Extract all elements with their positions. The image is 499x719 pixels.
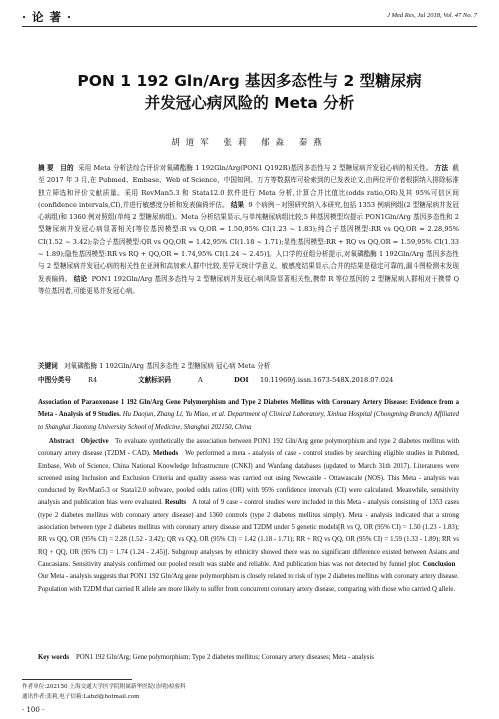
methods-en-text: We performed a meta - analysis of case - control studies by searching eligible studies in Pubmed, Embase, Web of Science, China National Knowledge Infrastructure (CNKI) and Wanfang databases (updated to March 31th 2017). Literatures were screened using Inclusion and Exclusion Criteria and quality assess was carried out using Newcastle - Ottawascale (NOS). This Meta - analysis was conducted by RevMan5.3 or Stata12.0 software, pooled odds ratios (OR) with 95% confidence intervals (CI) were calculated. Meanwhile, sensitivity analysis and publication bias were evaluated. <box>38 450 460 507</box>
column-tag: · 论 著 · <box>22 10 73 24</box>
keywords-zh-text: 对氧磷酯酶 1 192Gln/Arg 基因多态性 2 型糖尿病 冠心病 Meta 分析 <box>64 362 271 370</box>
chinese-abstract <box>38 162 459 297</box>
abstract-en-label: Abstract <box>48 438 75 445</box>
page-header <box>22 9 477 25</box>
header-rule <box>22 26 477 27</box>
journal-info: J Med Res, Jul 2018, Vol. 47 No. 7 <box>387 12 477 19</box>
keywords-en-text: PON1 192 Gln/Arg; Gene polymorphism; Type 2 diabetes mellitus; Coronary artery diseases; Meta - analysis <box>75 654 374 661</box>
clc-label: 中图分类号 <box>38 376 71 384</box>
objective-text: 采用 Meta 分析法综合评价对氧磷酯酶 1 192Gln/Arg(PON1 Q192R)基因多态性与 2 型糖尿病并发冠心病的相关性。 <box>78 164 433 172</box>
doi-value: 10.11969/j.issn.1673-548X.2018.07.024 <box>260 376 394 384</box>
objective-label: 目的 <box>60 164 74 172</box>
footnote-author-unit: 作者单位:202150 上海交通大学医学院附属新华医院(崇明)检验科 <box>22 684 186 690</box>
paper-title-line-2: 并发冠心病风险的 Meta 分析 <box>144 94 355 112</box>
doc-id-value: A <box>198 376 203 384</box>
results-en-label: Results <box>164 499 187 507</box>
conclusion-en-text: Our Meta - analysis suggests that PON1 192 Gln/Arg gene polymorphism is closely related to risk of type 2 diabetes mellitus with coronary artery disease. Population with T2DM that carried R allele are more likely to suffer from concurrent coronary artery disease, comparing with those who carried Q allele. <box>38 573 460 593</box>
conclusion-text: PON1 192Gln/Arg 基因多态性与 2 型糖尿病并发冠心病风险显著相关性,携带 R 等位基因的 2 型糖尿病人群相对于携带 Q 等位基因者,可能更易并发冠心病。 <box>38 274 460 295</box>
page-number: · 100 · <box>22 706 45 714</box>
footnote-rule <box>22 679 132 680</box>
methods-text: 截至 2017 年 3 月,在 Pubmed、Embase、Web of Science、中国知网、万方等数据库可检索到的已发表论文,由两位评价者根据纳入排除标准独立筛选和评价文献质量。采用 RevMan5.3 和 Stata12.0 软件进行 Meta 分析,计算合并比值比(odds ratio,OR)及其 95%可信区间(confidence intervals,CI),并进行敏感度分析和发表偏倚评估。 <box>38 164 459 209</box>
english-title: Association of Paraoxonase 1 192 Gln/Arg Gene Polymorphism and Type 2 Diabetes Mellitus with Coronary Artery Disease: Evidence from a Meta - Analysis of 9 Studies. <box>38 399 459 419</box>
doi-label: DOI <box>234 376 249 384</box>
abstract-label: 摘 要 <box>38 164 54 172</box>
objective-en-text: To evaluate synthetically the association between PON1 192 Gln/Arg gene polymorphism and type 2 diabetes mellitus with coronary artery disease (T2DM - CAD). <box>38 438 459 458</box>
paper-title-line-1: PON 1 192 Gln/Arg 基因多态性与 2 型糖尿病 <box>77 72 422 90</box>
results-label: 结果 <box>230 200 245 209</box>
conclusion-en-label: Conclusion <box>422 560 456 568</box>
english-authors-affiliation: Hu Daojun, Zhang Li, Yu Miao, et al. Department of Clinical Laboratory, Xinhua Hospital (Chongming Branch) Affiliated to Shanghai Jiaotong University School of Medicine, Shanghai 202150, China <box>38 411 459 431</box>
keywords-zh-label: 关键词 <box>38 362 58 370</box>
results-en-text: A total of 9 case - control studies were included in this Meta - analysis consisting of 1353 cases (type 2 diabetes mellitus with coronary artery disease) and 1360 controls (type 2 diabetes mellitus simply). Meta - analysis indicated that a strong association between type 2 diabetes mellitus with coronary artery disease and T2DM under 5 genetic models[R vs Q, OR (95% CI) = 1.50 (1.23 - 1.83); RR vs QQ, OR (95% CI) = 2.28 (1.52 - 3.42); QR vs QQ, OR (95% CI) = 1.42 (1.18 - 1.71); RR + RQ vs QQ, OR (95% CI) = 1.59 (1.33 - 1.89); RR vs RQ + QQ, OR (95% CI) = 1.74 (1.24 - 2.45)]. Subgroup analyses by ethnicity showed there was no significant difference existed between Asians and Caucasians. Sensitivity analysis confirmed our pooled result was stable and reliable. And publication bias was not detected by funnel plot. <box>38 499 460 568</box>
keywords-zh <box>38 360 270 372</box>
doc-id-label: 文献标识码 <box>138 376 171 384</box>
methods-en-label: Methods <box>152 450 179 458</box>
methods-label: 方法 <box>434 164 449 172</box>
conclusion-label: 结论 <box>73 274 88 283</box>
english-title-block <box>38 397 459 434</box>
objective-en-label: Objective <box>80 438 109 445</box>
english-abstract <box>38 436 459 596</box>
keywords-en <box>38 652 459 664</box>
footnote-corresponding-author: 通讯作者:张莉,电子信箱:Labzl@hotmail.com <box>22 694 140 700</box>
clc-value: R4 <box>88 376 98 384</box>
keywords-en-label: Key words <box>38 654 70 661</box>
author-list: 胡道军 张莉 郁淼 秦燕 <box>171 138 328 148</box>
results-text: 9 个病例－对照研究纳入本研究,包括 1353 例病例组(2 型糖尿病并发冠心病组)和 1360 例对照组(单纯 2 型糖尿病组)。Meta 分析结果显示,与单纯糖尿病组比较,5 种基因模型均提示 PON1Gln/Arg 基因多态性和 2 型糖尿病并发冠心病显著相关[等位基因模型:R vs Q,OR = 1.50,95% CI(1.23 ~ 1.83);纯合子基因模型:RR vs QQ,OR = 2.28,95% CI(1.52 ~ 3.42);杂合子基因模型:QR vs QQ,OR = 1.42,95% CI(1.18 ~ 1.71);显性基因模型:RR + RQ vs QQ,OR = 1.59,95% CI(1.33 ~ 1.89);隐性基因模型:RR vs RQ + QQ,OR = 1.74,95% CI(1.24 ~ 2.45)]。人口学的亚组分析提示,对氧磷酯酶 1 192Gln/Arg 基因多态性与 2 型糖尿病并发冠心病的相关性在亚洲和高加索人群中比较,差异无统计学意义。敏感度结果显示,合并的结果是稳定可靠的,漏斗图检测未发现发表偏倚。 <box>38 200 460 283</box>
